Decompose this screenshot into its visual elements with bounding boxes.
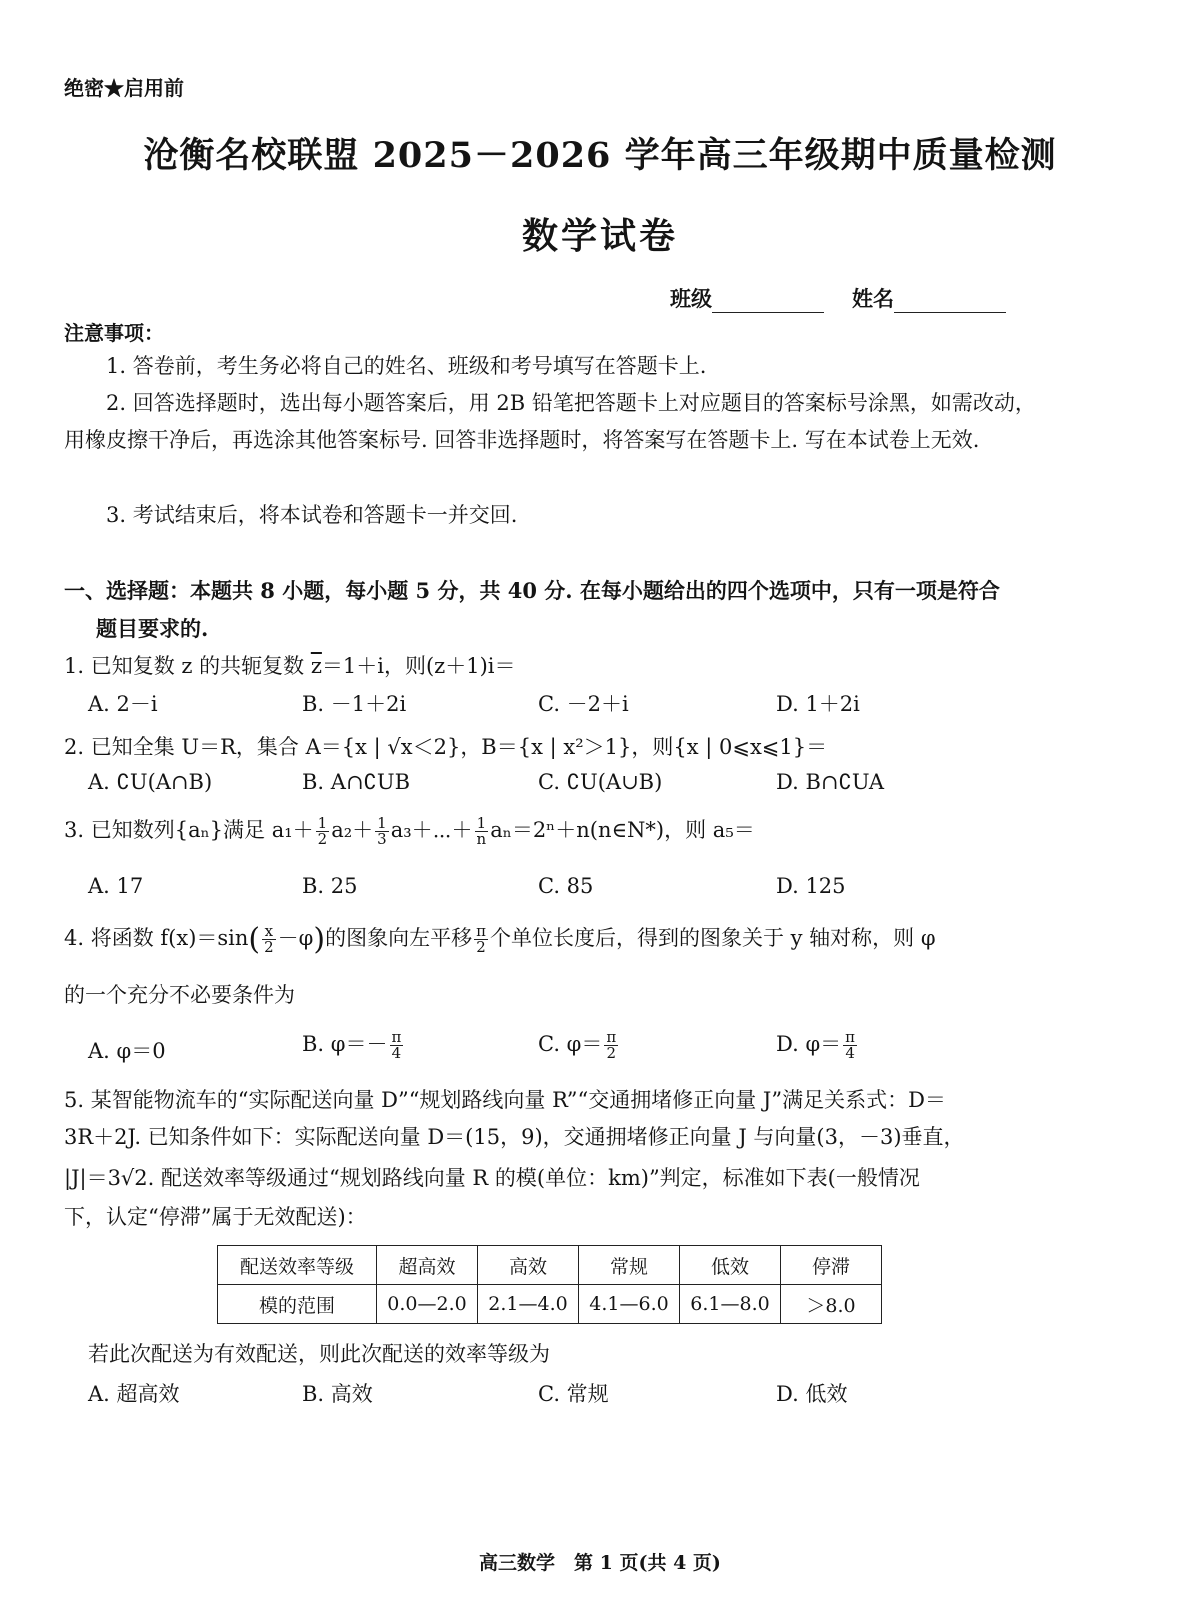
table-cell: 低效 <box>680 1246 781 1285</box>
q5-question: 若此次配送为有效配送，则此次配送的效率等级为 <box>88 1342 550 1366</box>
q1-option-b: B. －1＋2i <box>302 692 407 716</box>
q5-option-c: C. 常规 <box>538 1382 609 1406</box>
q3-stem-post: aₙ＝2ⁿ＋n(n∈N*)，则 a₅＝ <box>490 818 755 842</box>
table-cell: 停滞 <box>781 1246 882 1285</box>
name-blank <box>894 290 1006 313</box>
q3-option-c: C. 85 <box>538 874 594 898</box>
q3-frac-3: $\frac{1}{n}$ <box>476 814 487 848</box>
q3-frac-2: $\frac{1}{3}$ <box>377 814 387 848</box>
question-1 <box>64 650 516 680</box>
table-cell: 2.1—4.0 <box>478 1285 579 1324</box>
q1-stem-pre: 1. 已知复数 z 的共轭复数 <box>64 654 311 678</box>
q2-option-d: D. B∩∁UA <box>776 770 885 794</box>
q5-option-b: B. 高效 <box>302 1382 373 1406</box>
question-5-line-4: 下，认定“停滞”属于无效配送)： <box>64 1205 367 1229</box>
efficiency-table <box>217 1245 882 1324</box>
page-footer: 高三数学 第 1 页(共 4 页) <box>479 1552 721 1574</box>
confidential-label: 绝密★启用前 <box>64 76 184 100</box>
q2-option-c: C. ∁U(A∪B) <box>538 770 663 794</box>
q1-option-d: D. 1＋2i <box>776 692 860 716</box>
q3-stem-pre: 3. 已知数列{aₙ}满足 a₁＋ <box>64 818 314 842</box>
question-2: 2. 已知全集 U＝R，集合 A＝{x | √x＜2}，B＝{x | x²＞1}，则{x | 0⩽x⩽1}＝ <box>64 735 828 759</box>
q4-option-b: B. φ＝－ $\frac{\pi}{4}$ <box>302 1028 402 1062</box>
q4-inner: －φ <box>277 926 314 950</box>
table-cell: 模的范围 <box>218 1285 377 1324</box>
q5-option-d: D. 低效 <box>776 1382 848 1406</box>
question-4: 4. 将函数 f(x)＝sin( $\frac{x}{2}$ －φ)的图象向左平移 $\frac{\pi}{2}$ 个单位长度后，得到的图象关于 y 轴对称，则 φ <box>64 922 936 957</box>
q4-stem-post: 个单位长度后，得到的图象关于 y 轴对称，则 φ <box>489 926 936 950</box>
table-cell: 6.1—8.0 <box>680 1285 781 1324</box>
q4-option-a: A. φ＝0 <box>88 1039 166 1063</box>
q3-stem-mid1: a₂＋ <box>331 818 374 842</box>
class-blank <box>712 290 824 313</box>
exam-subtitle: 数学试卷 <box>521 215 678 257</box>
question-5-line-2: 3R＋2J. 已知条件如下：实际配送向量 D＝(15，9)，交通拥堵修正向量 J 与向量(3，－3)垂直， <box>64 1125 965 1149</box>
q4-option-d: D. φ＝ $\frac{\pi}{4}$ <box>776 1028 856 1062</box>
q3-frac-1: $\frac{1}{2}$ <box>317 814 328 848</box>
q3-stem-mid2: a₃＋⋯＋ <box>390 818 473 842</box>
table-cell: ＞8.0 <box>781 1285 882 1324</box>
table-cell: 高效 <box>478 1246 579 1285</box>
name-label: 姓名 <box>852 286 894 311</box>
q3-option-d: D. 125 <box>776 874 846 898</box>
table-row <box>218 1285 882 1324</box>
q3-option-b: B. 25 <box>302 874 358 898</box>
q2-option-b: B. A∩∁UB <box>302 770 411 794</box>
question-5-line-1: 5. 某智能物流车的“实际配送向量 D”“规划路线向量 R”“交通拥堵修正向量 J”满足关系式：D＝ <box>64 1088 946 1112</box>
table-cell: 超高效 <box>377 1246 478 1285</box>
student-info-row <box>670 283 1006 313</box>
notice-heading: 注意事项： <box>64 321 164 345</box>
q3-option-a: A. 17 <box>88 874 144 898</box>
q5-option-a: A. 超高效 <box>88 1382 180 1406</box>
exam-title: 沧衡名校联盟 2025－2026 学年高三年级期中质量检测 <box>143 135 1057 176</box>
table-cell: 4.1—6.0 <box>579 1285 680 1324</box>
notice-item-1: 1. 答卷前，考生务必将自己的姓名、班级和考号填写在答题卡上. <box>106 354 707 378</box>
q1-stem-post: ＝1＋i，则(z＋1)i＝ <box>321 654 516 678</box>
notice-item-3: 3. 考试结束后，将本试卷和答题卡一并交回. <box>106 503 518 527</box>
q2-option-a: A. ∁U(A∩B) <box>88 770 213 794</box>
section-heading: 一、选择题：本题共 8 小题，每小题 5 分，共 40 分. 在每小题给出的四个选项中，只有一项是符合 <box>64 578 1000 603</box>
table-cell: 0.0—2.0 <box>377 1285 478 1324</box>
section-heading-cont: 题目要求的. <box>96 616 209 641</box>
q1-option-c: C. －2＋i <box>538 692 629 716</box>
q4-frac-x: $\frac{x}{2}$ <box>264 922 274 956</box>
table-cell: 配送效率等级 <box>218 1246 377 1285</box>
q4-stem-mid: 的图象向左平移 <box>325 926 473 950</box>
q1-option-a: A. 2－i <box>88 692 158 716</box>
notice-item-2: 2. 回答选择题时，选出每小题答案后，用 2B 铅笔把答题卡上对应题目的答案标号涂黑，如需改动，用橡皮擦干净后，再选涂其他答案标号. 回答非选择题时，将答案写在答题卡上. 写在本试卷上无效. <box>64 391 1036 452</box>
q1-zbar: $\overline{z}$ <box>310 654 322 678</box>
q4-option-c: C. φ＝ $\frac{\pi}{2}$ <box>538 1028 617 1062</box>
question-3 <box>64 814 755 847</box>
q4-stem-line2: 的一个充分不必要条件为 <box>64 983 295 1007</box>
question-5-line-3: |J|＝3√2. 配送效率等级通过“规划路线向量 R 的模(单位：km)”判定，标准如下表(一般情况 <box>64 1166 920 1190</box>
table-cell: 常规 <box>579 1246 680 1285</box>
q4-frac-pi: $\frac{\pi}{2}$ <box>476 922 486 956</box>
class-label: 班级 <box>670 286 712 311</box>
table-row <box>218 1246 882 1285</box>
q4-stem-pre: 4. 将函数 f(x)＝sin <box>64 926 249 950</box>
